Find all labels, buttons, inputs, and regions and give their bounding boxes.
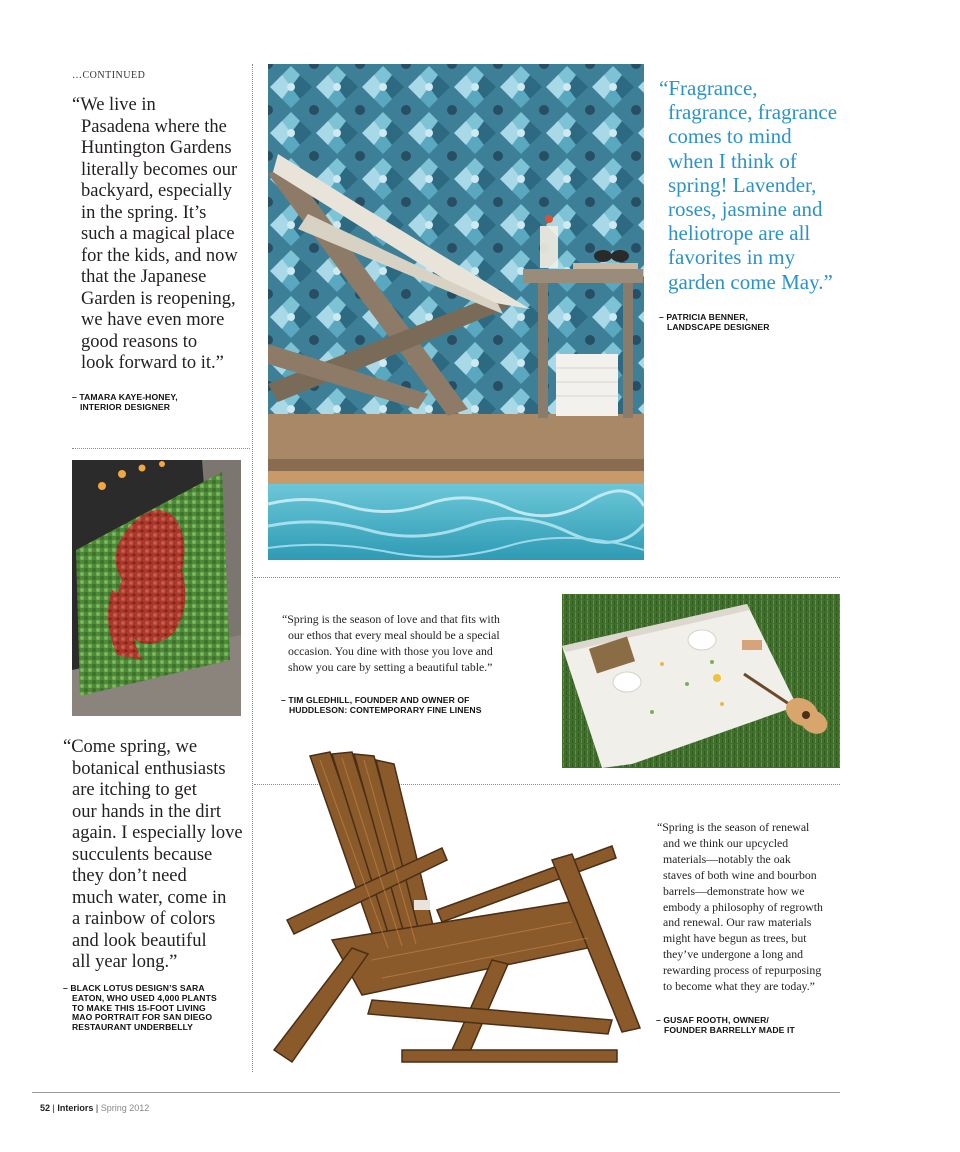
picnic-graphic: [562, 594, 840, 768]
quote-line: such a magical place: [81, 224, 235, 244]
quote-line: “Spring is the season of love and that fits with: [282, 612, 500, 626]
quote-line: we have even more: [81, 310, 225, 330]
quote-tim: [281, 612, 541, 676]
attribution-tim: [281, 696, 482, 716]
attribution-line: RESTAURANT UNDERBELLY: [72, 1022, 193, 1033]
living-wall-portrait-photo: [72, 460, 241, 716]
footer-divider: |: [95, 1103, 101, 1113]
quote-line: embody a philosophy of regrowth: [663, 899, 823, 914]
quote-line: look forward to it.”: [81, 353, 224, 373]
quote-line: Huntington Gardens: [81, 138, 232, 158]
footer-divider: |: [52, 1103, 58, 1113]
quote-line: barrels—demonstrate how we: [663, 883, 805, 898]
quote-line: Garden is reopening,: [81, 288, 236, 309]
quote-sara: [63, 737, 253, 974]
quote-line: backyard, especially: [81, 181, 233, 201]
page-number: 52: [40, 1103, 51, 1113]
quote-tamara-text: [72, 95, 250, 375]
quote-line: show you care by setting a beautiful table.”: [288, 659, 493, 674]
quote-line: staves of both wine and bourbon: [663, 867, 817, 882]
attribution-line: FOUNDER BARRELLY MADE IT: [664, 1024, 795, 1035]
attribution-line: TO MAKE THIS 15-FOOT LIVING: [72, 1002, 206, 1013]
attribution-line: – BLACK LOTUS DESIGN’S SARA: [63, 983, 205, 993]
quote-line: spring! Lavender,: [668, 172, 817, 197]
pool-photo-graphic: [268, 64, 644, 560]
page-footer: [40, 1103, 149, 1113]
attribution-gusaf: [656, 1016, 795, 1036]
quote-line: all year long.”: [72, 952, 178, 972]
quote-line: when I think of: [668, 148, 797, 173]
attribution-line: – TIM GLEDHILL, FOUNDER AND OWNER OF: [281, 695, 470, 705]
quote-line: in the spring. It’s: [81, 202, 207, 223]
quote-line: “We live in: [72, 95, 156, 115]
quote-line: literally becomes our: [81, 159, 238, 180]
quote-line: are itching to get: [72, 780, 197, 800]
attribution-line: – TAMARA KAYE-HONEY,: [72, 392, 178, 402]
quote-line: favorites in my: [668, 245, 796, 270]
quote-line: comes to mind: [668, 124, 792, 149]
pool-deck-chair-photo: [268, 64, 644, 560]
quote-gusaf: [656, 820, 846, 995]
picnic-blanket-photo: [562, 594, 840, 768]
quote-line: materials—notably the oak: [663, 851, 791, 866]
barrel-chair-graphic: [272, 750, 644, 1070]
continued-label: …CONTINUED: [72, 70, 146, 81]
magazine-name: Interiors: [57, 1103, 94, 1113]
quote-tamara: [72, 95, 250, 375]
attribution-line: EATON, WHO USED 4,000 PLANTS: [72, 992, 217, 1003]
attribution-line: – PATRICIA BENNER,: [659, 312, 749, 322]
quote-line: they don’t need: [72, 866, 187, 886]
quote-line: and we think our upcycled: [663, 835, 789, 850]
quote-line: rewarding process of repurposing: [663, 963, 822, 978]
rule-mid-1: [254, 577, 840, 578]
attribution-patricia: [659, 313, 770, 333]
quote-line: fragrance, fragrance: [668, 100, 838, 125]
living-wall-graphic: [72, 460, 241, 716]
quote-line: heliotrope are all: [668, 221, 811, 246]
quote-line: Pasadena where the: [81, 116, 227, 137]
quote-line: occasion. You dine with those you love and: [288, 643, 493, 658]
quote-line: that the Japanese: [81, 267, 207, 287]
issue-date: Spring 2012: [100, 1103, 150, 1113]
quote-line: “Come spring, we: [63, 737, 198, 757]
quote-line: succulents because: [72, 844, 213, 865]
quote-line: our hands in the dirt: [72, 801, 222, 822]
quote-line: to become what they are today.”: [663, 979, 815, 994]
quote-line: might have begun as trees, but: [663, 931, 807, 946]
quote-line: garden come May.”: [668, 269, 833, 294]
quote-line: “Spring is the season of renewal: [657, 820, 810, 834]
attribution-line: INTERIOR DESIGNER: [80, 401, 171, 412]
quote-line: good reasons to: [81, 331, 198, 352]
attribution-line: – GUSAF ROOTH, OWNER/: [656, 1015, 769, 1025]
quote-line: much water, come in: [72, 887, 227, 908]
quote-patricia: [659, 76, 859, 294]
attribution-tamara: [72, 393, 178, 413]
attribution-line: HUDDLESON: CONTEMPORARY FINE LINENS: [289, 704, 482, 715]
quote-line: for the kids, and now: [81, 245, 238, 266]
rule-left-1: [72, 448, 250, 449]
quote-line: again. I especially love: [72, 823, 243, 843]
quote-line: they’ve undergone a long and: [663, 947, 803, 962]
barrel-stave-chair-photo: [272, 750, 644, 1070]
quote-line: a rainbow of colors: [72, 909, 216, 929]
quote-line: and look beautiful: [72, 930, 207, 951]
quote-line: roses, jasmine and: [668, 197, 823, 222]
attribution-line: LANDSCAPE DESIGNER: [667, 321, 770, 332]
footer-rule: [32, 1092, 840, 1093]
quote-line: and renewal. Our raw materials: [663, 915, 812, 930]
attribution-line: MAO PORTRAIT FOR SAN DIEGO: [72, 1012, 213, 1023]
attribution-sara: [63, 984, 217, 1033]
quote-line: botanical enthusiasts: [72, 758, 226, 779]
quote-line: our ethos that every meal should be a special: [288, 627, 500, 642]
quote-line: “Fragrance,: [659, 76, 758, 100]
